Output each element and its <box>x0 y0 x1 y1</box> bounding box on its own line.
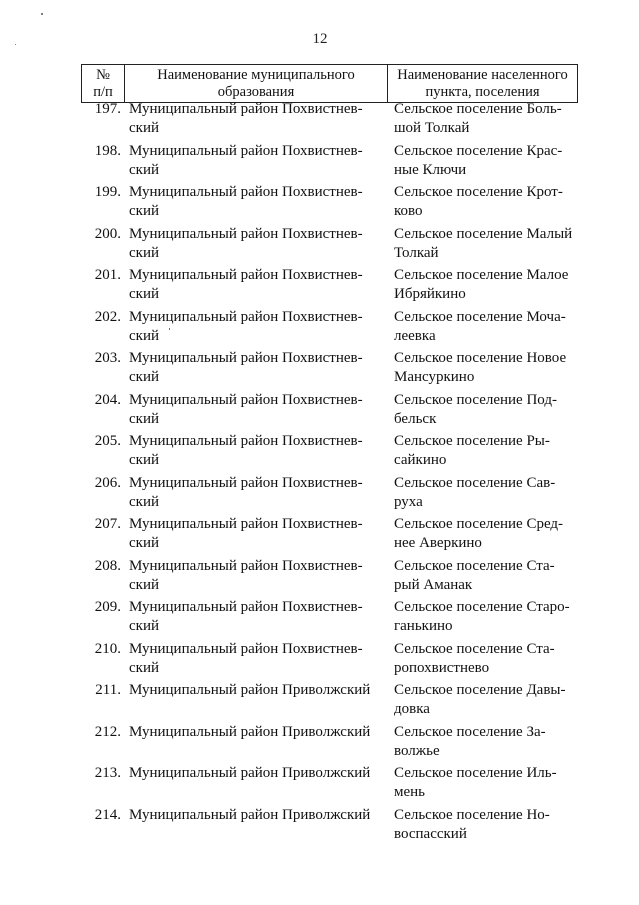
settlement-cell <box>384 723 578 765</box>
municipality-cell <box>121 266 384 308</box>
header-number-line1: № <box>96 66 110 83</box>
municipality-line: ский <box>129 120 159 136</box>
municipality-cell <box>121 183 384 225</box>
table-row <box>81 225 578 267</box>
table-row <box>81 142 578 184</box>
header-number-line2: п/п <box>93 83 113 100</box>
settlement-line: нее Аверкино <box>394 535 482 551</box>
row-number: 204. <box>94 391 121 408</box>
municipality-line: ский <box>129 286 159 302</box>
table-row <box>81 183 578 225</box>
municipality-line: ский <box>129 452 159 468</box>
settlement-line: ково <box>394 203 423 219</box>
settlement-line: Сельское поселение Боль- <box>394 101 562 117</box>
settlement-line: Сельское поселение Сав- <box>394 474 556 491</box>
settlement-cell <box>384 183 578 225</box>
settlement-cell <box>384 349 578 391</box>
table-row <box>81 681 578 723</box>
municipality-line: Муниципальный район Приволжский <box>129 682 371 698</box>
municipality-line: ский <box>129 244 159 261</box>
settlement-line: руха <box>394 493 423 510</box>
header-settlement-cell <box>387 65 578 102</box>
header-settlement-line1: Наименование населенного <box>397 66 568 83</box>
settlement-cell <box>384 266 578 308</box>
municipality-line: ский <box>129 618 159 634</box>
row-number: 200. <box>94 225 121 242</box>
settlement-line: Сельское поселение Новое <box>394 350 567 366</box>
settlement-line: Ибряйкино <box>394 286 466 302</box>
municipality-line: Муниципальный район Похвистнев- <box>129 267 363 283</box>
municipality-line: Муниципальный район Похвистнев- <box>129 101 363 117</box>
settlement-line: волжье <box>394 742 440 759</box>
row-number: 208. <box>94 557 121 574</box>
municipality-line: Муниципальный район Похвистнев- <box>129 184 363 200</box>
header-municipality-line1: Наименование муниципального <box>157 66 355 83</box>
settlement-line: Сельское поселение Ста- <box>394 640 555 657</box>
row-number: 205. <box>94 433 121 449</box>
municipality-line: Муниципальный район Похвистнев- <box>129 474 363 491</box>
settlement-cell <box>384 432 578 474</box>
settlement-line: Сельское поселение Малое <box>394 267 569 283</box>
municipality-cell <box>121 100 384 142</box>
settlement-cell <box>384 557 578 599</box>
table-row <box>81 806 578 848</box>
municipality-cell <box>121 391 384 433</box>
settlement-line: мень <box>394 784 426 800</box>
row-number: 201. <box>94 267 121 283</box>
municipality-line: Муниципальный район Похвистнев- <box>129 640 363 657</box>
settlement-line: Сельское поселение Сред- <box>394 516 564 532</box>
municipality-line: Муниципальный район Похвистнев- <box>129 308 363 325</box>
row-number: 207. <box>94 516 121 532</box>
settlement-cell <box>384 598 578 640</box>
municipality-line: Муниципальный район Похвистнев- <box>129 142 363 159</box>
settlement-line: Сельское поселение Под- <box>394 391 557 408</box>
settlement-cell <box>384 391 578 433</box>
settlement-line: леевка <box>394 327 436 344</box>
municipality-cell <box>121 515 384 557</box>
municipality-cell <box>121 349 384 391</box>
municipality-line: Муниципальный район Похвистнев- <box>129 599 363 615</box>
municipality-line: Муниципальный район Похвистнев- <box>129 557 363 574</box>
row-number: 213. <box>94 765 121 781</box>
settlement-line: Сельское поселение Давы- <box>394 682 566 698</box>
settlement-line: Сельское поселение Ры- <box>394 433 550 449</box>
settlement-cell <box>384 640 578 682</box>
header-municipality-line2: образования <box>217 83 295 100</box>
table-row <box>81 723 578 765</box>
municipality-cell <box>121 557 384 599</box>
settlement-cell <box>384 806 578 848</box>
table-row <box>81 764 578 806</box>
table-header <box>81 64 578 103</box>
settlement-line: воспасский <box>394 825 467 842</box>
table-row <box>81 308 578 350</box>
municipality-line: Муниципальный район Похвистнев- <box>129 433 363 449</box>
header-number-cell <box>81 65 124 102</box>
municipality-line: ский <box>129 659 159 676</box>
header-settlement-line2: пункта, поселения <box>425 83 540 100</box>
settlement-line: Мансуркино <box>394 369 475 385</box>
row-number: 209. <box>94 599 121 615</box>
settlement-cell <box>384 764 578 806</box>
municipality-cell <box>121 681 384 723</box>
municipality-line: ский <box>129 369 159 385</box>
row-number: 212. <box>94 723 121 740</box>
row-number: 210. <box>94 640 121 657</box>
settlement-cell <box>384 515 578 557</box>
municipality-cell <box>121 474 384 516</box>
settlement-line: Сельское поселение Малый <box>394 225 573 242</box>
municipality-line: ский <box>129 327 159 344</box>
settlement-line: Сельское поселение Ста- <box>394 557 555 574</box>
settlement-line: ропохвистнево <box>394 659 490 676</box>
municipality-cell <box>121 640 384 682</box>
municipality-cell <box>121 142 384 184</box>
settlement-cell <box>384 225 578 267</box>
municipality-line: ский <box>129 535 159 551</box>
municipality-cell <box>121 806 384 848</box>
settlement-cell <box>384 308 578 350</box>
row-number: 214. <box>94 806 121 823</box>
municipality-line: ский <box>129 203 159 219</box>
settlement-line: Сельское поселение Моча- <box>394 308 566 325</box>
settlement-line: сайкино <box>394 452 447 468</box>
table-body <box>81 100 578 847</box>
municipality-cell <box>121 723 384 765</box>
table-row <box>81 515 578 557</box>
municipality-line: Муниципальный район Приволжский <box>129 806 371 823</box>
table-row <box>81 349 578 391</box>
municipality-line: Муниципальный район Похвистнев- <box>129 225 363 242</box>
row-number: 197. <box>94 101 121 117</box>
settlement-line: Сельское поселение Иль- <box>394 765 557 781</box>
table-row <box>81 100 578 142</box>
table-row <box>81 391 578 433</box>
settlement-line: шой Толкай <box>394 120 470 136</box>
table-row <box>81 474 578 516</box>
row-number: 211. <box>95 682 121 698</box>
municipality-line: ский <box>129 576 159 593</box>
settlement-line: бельск <box>394 410 437 427</box>
municipality-cell <box>121 764 384 806</box>
settlement-cell <box>384 142 578 184</box>
table-row <box>81 640 578 682</box>
settlement-cell <box>384 100 578 142</box>
municipality-line: Муниципальный район Приволжский <box>129 723 371 740</box>
municipality-cell <box>121 308 384 350</box>
municipality-line: ский <box>129 410 159 427</box>
settlement-line: Сельское поселение Старо- <box>394 599 570 615</box>
page-number: 12 <box>312 31 328 47</box>
settlement-line: Сельское поселение Крот- <box>394 184 563 200</box>
municipality-line: Муниципальный район Похвистнев- <box>129 350 363 366</box>
settlement-line: Толкай <box>394 244 439 261</box>
municipality-line: Муниципальный район Похвистнев- <box>129 516 363 532</box>
table-row <box>81 598 578 640</box>
municipality-line: Муниципальный район Похвистнев- <box>129 391 363 408</box>
header-municipality-cell <box>124 65 387 102</box>
municipality-line: Муниципальный район Приволжский <box>129 765 371 781</box>
table-row <box>81 266 578 308</box>
row-number: 202. <box>94 308 121 325</box>
table-row <box>81 432 578 474</box>
municipality-line: ский <box>129 161 159 178</box>
municipality-cell <box>121 598 384 640</box>
row-number: 199. <box>94 184 121 200</box>
settlement-line: довка <box>394 701 430 717</box>
settlement-line: ганькино <box>394 618 453 634</box>
municipality-cell <box>121 432 384 474</box>
settlement-line: Сельское поселение Но- <box>394 806 550 823</box>
row-number: 206. <box>94 474 121 491</box>
row-number: 203. <box>94 350 121 366</box>
municipality-line: ский <box>129 493 159 510</box>
settlement-cell <box>384 681 578 723</box>
municipality-cell <box>121 225 384 267</box>
settlement-line: рый Аманак <box>394 576 473 593</box>
settlement-cell <box>384 474 578 516</box>
scan-speck-top-left <box>41 13 43 15</box>
settlement-line: Сельское поселение За- <box>394 723 546 740</box>
table-row <box>81 557 578 599</box>
row-number: 198. <box>94 142 121 159</box>
settlement-line: ные Ключи <box>394 161 467 178</box>
settlement-line: Сельское поселение Крас- <box>394 142 563 159</box>
